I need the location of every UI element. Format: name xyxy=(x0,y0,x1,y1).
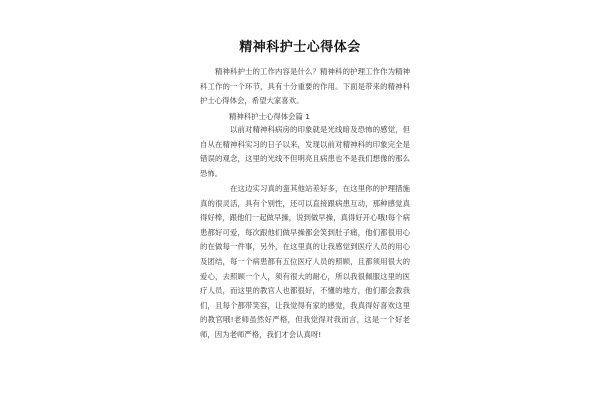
body-paragraph-1: 以前对精神科病房的印象就是光线暗及恐怖的感觉，但自从在精神科实习的日子以来，发现以前对精神科的印象完全是错误的观念，这里的光线不但明亮且病患也不是我们想像的那么恐怖。 xyxy=(200,125,410,178)
intro-paragraph: 精神科护士的工作内容是什么？精神科的护理工作作为精神科工作的一个环节，具有十分重要的作用。下面是带来的精神科护士心得体会，希望大家喜欢。 xyxy=(200,67,410,106)
document-title: 精神科护士心得体会 xyxy=(239,40,361,55)
body-paragraph-2: 在这边实习真的蛮其他站差好多，在这里你的护理措施真的很灵活，具有个别性，还可以直接跟病患互动，那种感觉真得好棒，跟他们一起做早操，说到做早操，真得好开心哦!每个病患都好可爱，每次跟他们做早操都会笑到肚子痛，他们都很用心的在做每一件事，另外，在这里真的让我感觉到医疗人员的用心及团结，每一个病患都有五位医疗人员的照顾，且都须用很大的爱心，去照顾一个人，须有很大的耐心，所以我很佩服这里的医疗人员，而这里的教官人也都很好，不懂的地方，他们都会教我们，且每个都带笑容，让我觉得有家的感觉，我真得好喜欢这里的教官哦!老师虽然好严格，但我觉得对我而言，这是一个好老师，因为老师严格，我们才会认真呀! xyxy=(200,184,410,339)
section-heading: 精神科护士心得体会篇 1 xyxy=(229,112,310,121)
